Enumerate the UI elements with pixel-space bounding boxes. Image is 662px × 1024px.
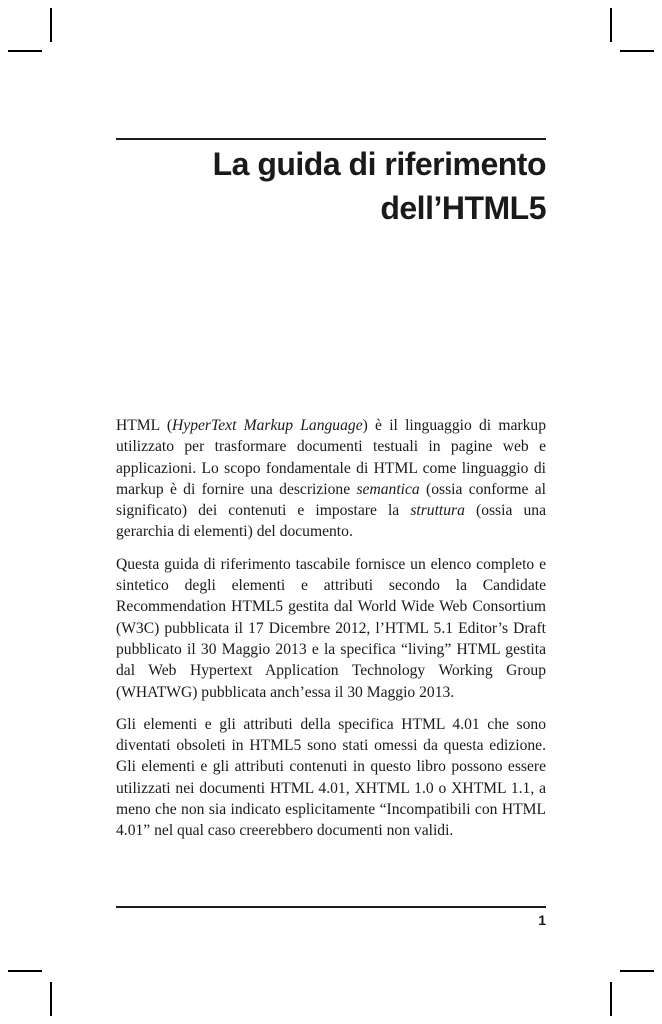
crop-mark-top-right-vertical bbox=[610, 8, 612, 42]
chapter-title bbox=[116, 142, 546, 230]
chapter-title-line-1: La guida di riferimento bbox=[212, 146, 546, 182]
crop-mark-top-left-horizontal bbox=[8, 50, 42, 52]
paragraph-2: Questa guida di riferimento tascabile fornisce un elenco completo e sintetico degli elementi e attributi secondo la Candidate Recommendation HTML5 gestita dal World Wide Web Consortium (W3C) pubblicata il 17 Dicembre 2012, l’HTML 5.1 Editor’s Draft pubblicato il 30 Maggio 2013 e la specifica “living” HTML gestita dal Web Hypertext Application Technology Working Group (WHATWG) pubblicata anch’essa il 30 Maggio 2013. bbox=[116, 555, 546, 701]
p1-text-e: (ossia conforme al significato) dei contenuti e impostare la bbox=[116, 480, 546, 520]
crop-mark-top-right-horizontal bbox=[620, 50, 654, 52]
p1-text-g: (ossia una gerarchia di elementi) del documento. bbox=[116, 502, 546, 541]
body-text bbox=[116, 415, 546, 853]
paragraph-1 bbox=[116, 415, 546, 543]
crop-mark-bottom-left-vertical bbox=[50, 982, 52, 1016]
crop-mark-bottom-left-horizontal bbox=[8, 970, 42, 972]
p1-italic-struttura: struttura bbox=[410, 502, 465, 520]
p1-text-c: ) è il linguaggio di markup utilizzato per trasformare documenti testuali in pagine web e applicazioni. Lo scopo fondamentale di HTML come linguaggio di markup è di fornire una descrizione bbox=[116, 417, 546, 498]
p1-italic-hypertext: HyperText Markup Language bbox=[172, 417, 363, 434]
bottom-rule bbox=[116, 906, 546, 908]
paragraph-3: Gli elementi e gli attributi della specifica HTML 4.01 che sono diventati obsoleti in HTML5 sono stati omessi da questa edizione. Gli elementi e gli attributi contenuti in questo libro possono essere utilizzati nei documenti HTML 4.01, XHTML 1.0 o XHTML 1.1, a meno che non sia indicato esplicitamente “Incompatibili con HTML 4.01” nel qual caso creerebbero documenti non validi. bbox=[116, 715, 546, 840]
p1-italic-semantica: semantica bbox=[356, 480, 420, 498]
crop-mark-bottom-right-vertical bbox=[610, 982, 612, 1016]
crop-mark-bottom-right-horizontal bbox=[620, 970, 654, 972]
top-rule bbox=[116, 138, 546, 140]
page-number: 1 bbox=[538, 912, 546, 928]
crop-mark-top-left-vertical bbox=[50, 8, 52, 42]
p1-text-a: HTML ( bbox=[116, 417, 173, 434]
chapter-title-line-2: dell’HTML5 bbox=[380, 190, 546, 226]
